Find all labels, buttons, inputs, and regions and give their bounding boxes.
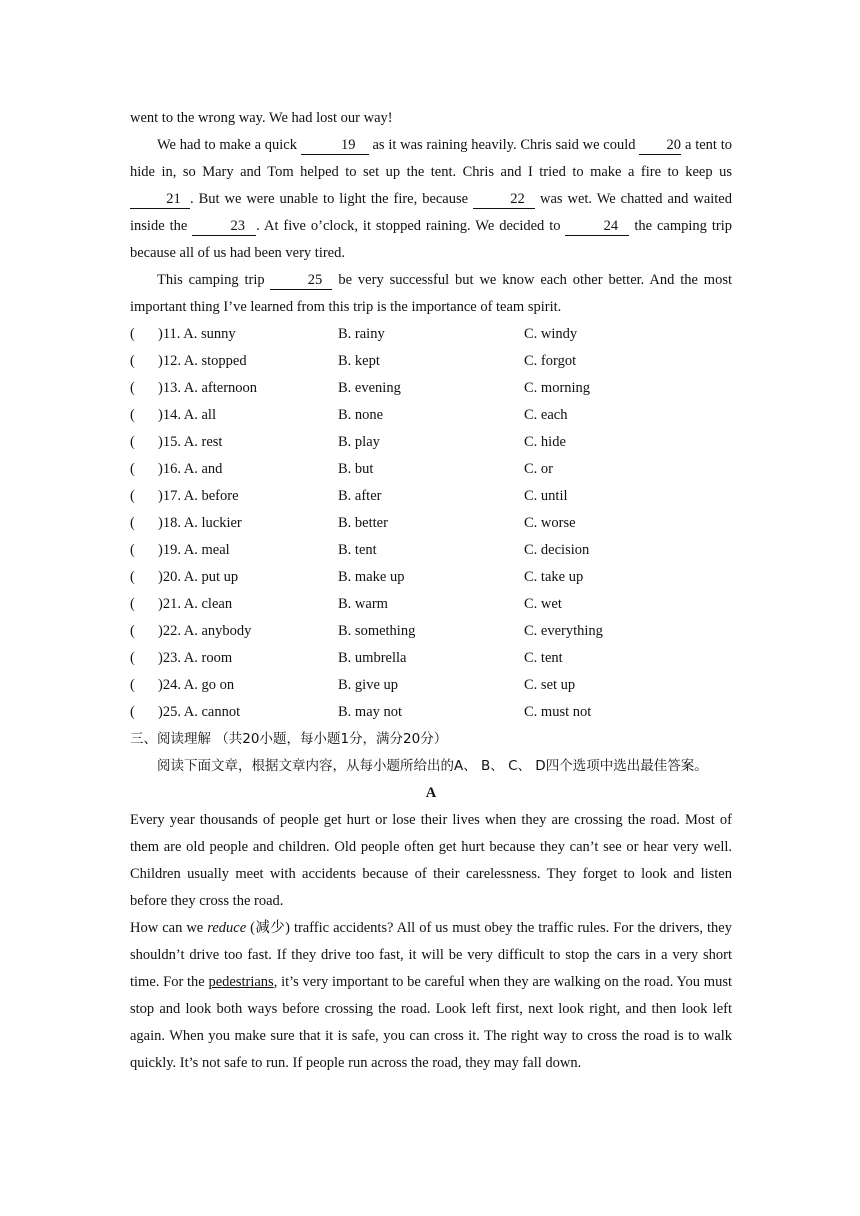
option-c: C. tent — [524, 650, 563, 666]
option-a: )12. A. stopped — [158, 353, 247, 369]
question-row — [130, 645, 732, 672]
option-a: )15. A. rest — [158, 434, 223, 450]
answer-paren[interactable]: ( — [130, 569, 135, 585]
answer-paren[interactable]: ( — [130, 542, 135, 558]
question-row — [130, 564, 732, 591]
question-row — [130, 510, 732, 537]
reading-paragraph-1: Every year thousands of people get hurt or lose their lives when they are crossing the road. Most of them are old people and children. Old people often get hurt because they can’t see or hear very well. Children usually meet with accidents because of their carelessness. They forget to look and listen before they cross the road. — [130, 812, 732, 909]
passage-text: was wet. We chatted and waited inside the — [130, 191, 732, 234]
option-b: B. tent — [338, 542, 377, 558]
option-b: B. rainy — [338, 326, 385, 342]
question-row — [130, 348, 732, 375]
option-b: B. play — [338, 434, 380, 450]
passage-text: as it was raining heavily. Chris said we could — [368, 137, 640, 153]
option-b: B. warm — [338, 596, 388, 612]
blank-25: 25 — [270, 271, 332, 290]
passage-text: . At five o’clock, it stopped raining. We decided to — [256, 218, 566, 234]
passage-text: be very successful but we know each other better. And the most important thing I’ve learned from this trip is the importance of team spirit. — [130, 272, 733, 315]
answer-paren[interactable]: ( — [130, 704, 135, 720]
option-c: C. windy — [524, 326, 578, 342]
option-a: )13. A. afternoon — [158, 380, 258, 396]
option-a: )23. A. room — [158, 650, 233, 666]
answer-paren[interactable]: ( — [130, 353, 135, 369]
answer-paren[interactable]: ( — [130, 515, 135, 531]
blank-24: 24 — [565, 217, 629, 236]
passage-text: We had to make a quick — [157, 137, 301, 153]
option-b: B. kept — [338, 353, 380, 369]
blank-23: 23 — [192, 217, 256, 236]
option-c: C. morning — [524, 380, 591, 396]
passage-text: a tent to hide in, so Mary and Tom helped to set up the tent. Chris and I tried to make a fire to keep us — [130, 137, 732, 180]
page-content — [130, 105, 732, 1077]
question-row — [130, 429, 732, 456]
passage-text: . But we were unable to light the fire, because — [190, 191, 474, 207]
answer-paren[interactable]: ( — [130, 488, 135, 504]
option-a: )20. A. put up — [158, 569, 239, 585]
option-b: B. but — [338, 461, 374, 477]
option-c: C. set up — [524, 677, 576, 693]
option-a: )21. A. clean — [158, 596, 233, 612]
blank-22: 22 — [473, 190, 535, 209]
option-c: C. wet — [524, 596, 562, 612]
question-row — [130, 591, 732, 618]
option-b: B. may not — [338, 704, 403, 720]
blank-21: 21 — [130, 190, 190, 209]
option-a: )16. A. and — [158, 461, 223, 477]
question-row — [130, 483, 732, 510]
reading-text: How can we — [130, 920, 208, 936]
option-a: )24. A. go on — [158, 677, 235, 693]
reading-title: A — [425, 785, 437, 801]
option-c: C. worse — [524, 515, 576, 531]
option-c: C. take up — [524, 569, 584, 585]
answer-paren[interactable]: ( — [130, 326, 135, 342]
answer-paren[interactable]: ( — [130, 677, 135, 693]
option-c: C. forgot — [524, 353, 577, 369]
passage-text: the camping trip because all of us had been very tired. — [130, 218, 732, 261]
option-a: )11. A. sunny — [158, 326, 236, 342]
question-row — [130, 699, 732, 726]
question-row — [130, 537, 732, 564]
question-row — [130, 672, 732, 699]
option-b: B. after — [338, 488, 382, 504]
passage-paragraph-2 — [130, 267, 732, 321]
question-row — [130, 402, 732, 429]
blank-20: 20 — [639, 136, 681, 155]
option-c: C. everything — [524, 623, 603, 639]
section-instruction: 阅读下面文章，根据文章内容，从每小题所给出的A、 B、 C、 D四个选项中选出最佳答案。 — [157, 758, 708, 774]
passage-paragraph-1 — [130, 132, 732, 267]
option-a: )22. A. anybody — [158, 623, 252, 639]
option-a: )19. A. meal — [158, 542, 230, 558]
answer-paren[interactable]: ( — [130, 623, 135, 639]
answer-paren[interactable]: ( — [130, 596, 135, 612]
option-a: )18. A. luckier — [158, 515, 242, 531]
answer-paren[interactable]: ( — [130, 434, 135, 450]
option-b: B. make up — [338, 569, 405, 585]
answer-paren[interactable]: ( — [130, 461, 135, 477]
word-pedestrians: pedestrians — [208, 974, 274, 990]
section-heading: 三、阅读理解 （共20小题，每小题1分，满分20分） — [130, 731, 448, 747]
option-c: C. must not — [524, 704, 592, 720]
question-list — [130, 321, 732, 726]
option-b: B. umbrella — [338, 650, 407, 666]
option-b: B. none — [338, 407, 384, 423]
passage-line-top: went to the wrong way. We had lost our way! — [130, 110, 393, 126]
answer-paren[interactable]: ( — [130, 407, 135, 423]
passage-text: This camping trip — [157, 272, 271, 288]
reading-text: (减少) traffic accidents? All of us must obey the traffic rules. For the drivers, they shouldn’t drive too fast. If they drive too fast, it will be very difficult to stop the cars in a very short time. For the — [130, 920, 732, 990]
option-b: B. something — [338, 623, 416, 639]
option-c: C. hide — [524, 434, 566, 450]
option-a: )14. A. all — [158, 407, 216, 423]
option-a: )25. A. cannot — [158, 704, 241, 720]
answer-paren[interactable]: ( — [130, 650, 135, 666]
option-c: C. decision — [524, 542, 590, 558]
word-reduce: reduce — [207, 920, 247, 936]
option-a: )17. A. before — [158, 488, 239, 504]
option-c: C. or — [524, 461, 553, 477]
option-c: C. until — [524, 488, 568, 504]
option-b: B. give up — [338, 677, 399, 693]
question-row — [130, 321, 732, 348]
option-c: C. each — [524, 407, 568, 423]
reading-paragraph-2 — [130, 915, 732, 1077]
option-b: B. better — [338, 515, 388, 531]
question-row — [130, 618, 732, 645]
question-row — [130, 375, 732, 402]
blank-19: 19 — [301, 136, 369, 155]
reading-text: , it’s very important to be careful when they are walking on the road. You must stop and look both ways before crossing the road. Look left first, next look right, and then look left again. When you make sure that it is safe, you can cross it. The right way to cross the road is to walk quickly. It’s not safe to run. If people run across the road, they may fall down. — [130, 974, 732, 1071]
option-b: B. evening — [338, 380, 401, 396]
question-row — [130, 456, 732, 483]
answer-paren[interactable]: ( — [130, 380, 135, 396]
